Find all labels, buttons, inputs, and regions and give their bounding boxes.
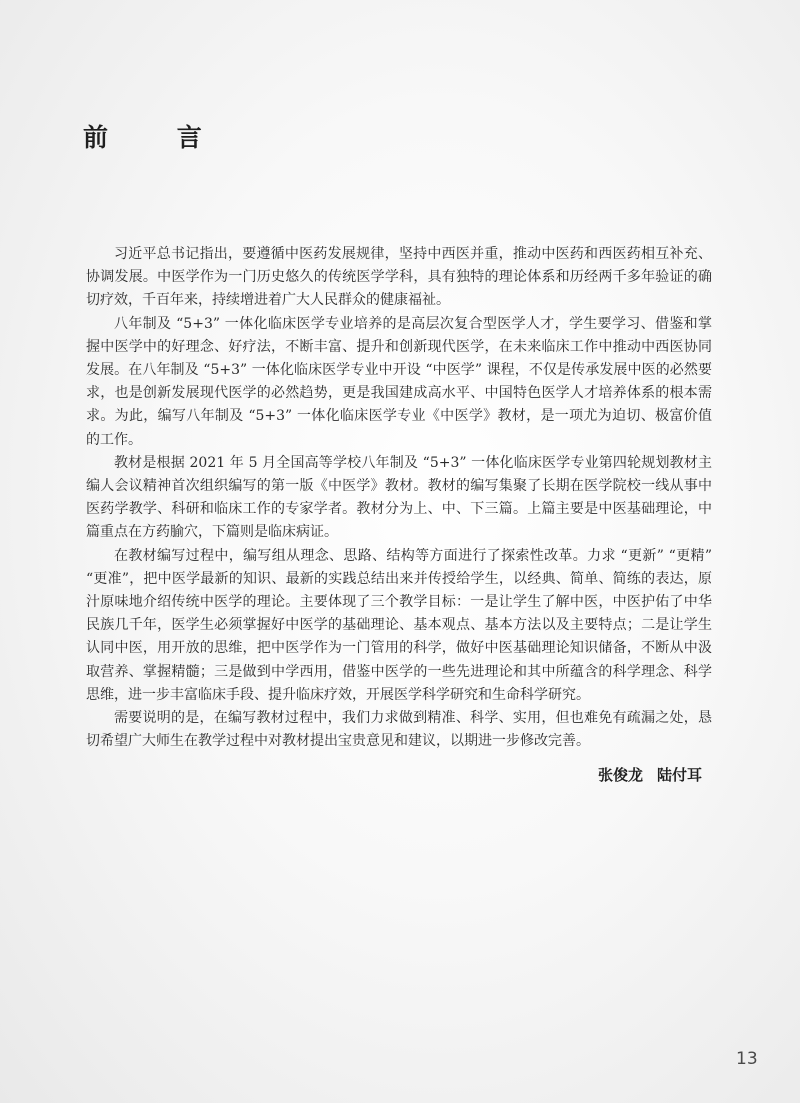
paragraph: 习近平总书记指出，要遵循中医药发展规律，坚持中西医并重，推动中医药和西医药相互补充、协调发展。中医学作为一门历史悠久的传统医学学科，具有独特的理论体系和历经两千多年验证的确切疗效，千百年来，持续增进着广大人民群众的健康福祉。 [86,246,712,309]
preface-body [86,243,712,753]
paragraph: 在教材编写过程中，编写组从理念、思路、结构等方面进行了探索性改革。力求 “更新” “更精” “更准”，把中医学最新的知识、最新的实践总结出来并传授给学生，以经典、简单、简练的表达，原汁原味地介绍传统中医学的理论。主要体现了三个教学目标：一是让学生了解中医，中医护佑了中华民族几千年，医学生必须掌握好中医学的基础理论、基本观点、基本方法以及主要特点；二是让学生认同中医，用开放的思维，把中医学作为一门管用的科学，做好中医基础理论知识储备，不断从中汲取营养、掌握精髓；三是做到中学西用，借鉴中医学的一些先进理论和其中所蕴含的科学理念、科学思维，进一步丰富临床手段、提升临床疗效，开展医学科学研究和生命科学研究。 [86,547,712,703]
paragraph: 需要说明的是，在编写教材过程中，我们力求做到精准、科学、实用，但也难免有疏漏之处，恳切希望广大师生在教学过程中对教材提出宝贵意见和建议，以期进一步修改完善。 [86,710,712,750]
page-number: 13 [736,1049,758,1069]
author-name: 陆付耳 [657,766,703,784]
page-title: 前 言 [83,123,232,152]
author-name: 张俊龙 [598,766,644,784]
paragraph: 八年制及 “5+3” 一体化临床医学专业培养的是高层次复合型医学人才，学生要学习、借鉴和掌握中医学中的好理念、好疗法，不断丰富、提升和创新现代医学，在未来临床工作中推动中西医协同发展。在八年制及 “5+3” 一体化临床医学专业中开设 “中医学” 课程，不仅是传承发展中医的必然要求，也是创新发展现代医学的必然趋势，更是我国建成高水平、中国特色医学人才培养体系的根本需求。为此，编写八年制及 “5+3” 一体化临床医学专业《中医学》教材，是一项尤为迫切、极富价值的工作。 [86,315,712,448]
author-signature [598,764,702,785]
paragraph: 教材是根据 2021 年 5 月全国高等学校八年制及 “5+3” 一体化临床医学专业第四轮规划教材主编人会议精神首次组织编写的第一版《中医学》教材。教材的编写集聚了长期在医学院校一线从事中医药学教学、科研和临床工作的专家学者。教材分为上、中、下三篇。上篇主要是中医基础理论，中篇重点在方药腧穴，下篇则是临床病证。 [86,454,712,541]
